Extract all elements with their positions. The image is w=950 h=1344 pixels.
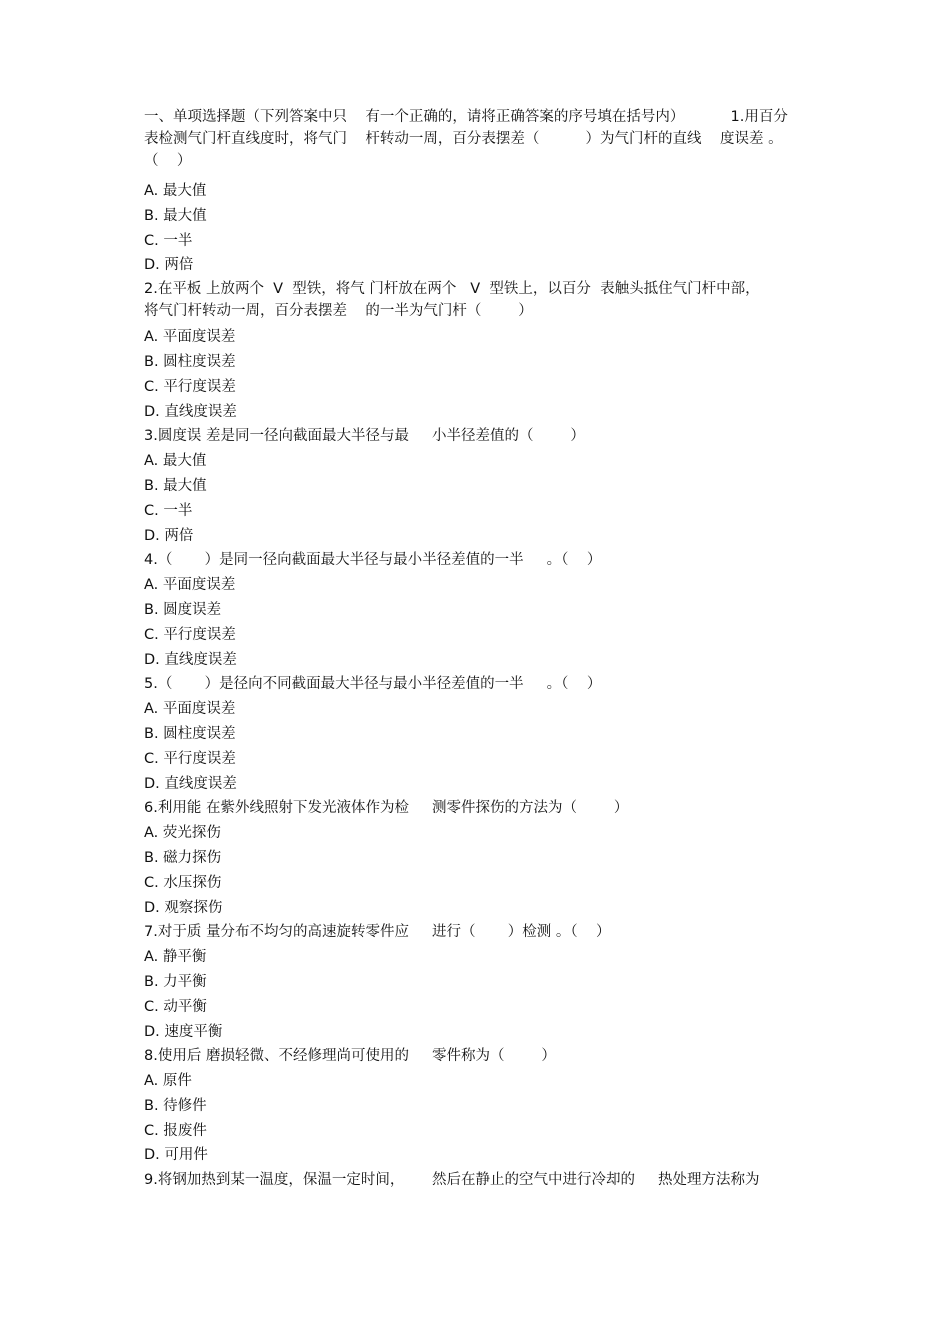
option-a: A. 平面度误差 (144, 701, 236, 718)
option-c: C. 一半 (144, 502, 193, 519)
intro-line-3: （ ） (144, 153, 192, 169)
question-4-options (144, 573, 824, 672)
option-b: B. 最大值 (144, 477, 207, 494)
option-a: A. 平面度误差 (144, 329, 236, 346)
option-c: C. 平行度误差 (144, 750, 236, 767)
option-b: B. 磁力探伤 (144, 849, 222, 866)
question-2-line-2: 将气门杆转动一周，百分表摆差 的一半为气门杆（ ） (144, 303, 533, 320)
option-b: B. 圆度误差 (144, 601, 222, 618)
option-c: C. 一半 (144, 232, 193, 249)
question-1-options (144, 179, 824, 278)
question-2-line-1: 2.在平板 上放两个 V 型铁，将气 门杆放在两个 V 型铁上，以百分 表触头抵住气门杆中部， (144, 281, 760, 298)
question-3-options (144, 449, 824, 548)
option-b: B. 圆柱度误差 (144, 353, 236, 370)
option-b: B. 待修件 (144, 1097, 207, 1114)
question-8: 8.使用后 磨损轻微、不经修理尚可使用的 零件称为（ ） (144, 1048, 556, 1065)
option-c: C. 平行度误差 (144, 378, 236, 395)
question-8-options (144, 1069, 824, 1168)
question-2-options (144, 325, 824, 424)
question-4: 4.（ ）是同一径向截面最大半径与最小半径差值的一半 。（ ） (144, 552, 602, 569)
option-b: B. 圆柱度误差 (144, 725, 236, 742)
question-7: 7.对于质 量分布不均匀的高速旋转零件应 进行（ ）检测 。（ ） (144, 924, 611, 941)
option-d: D. 直线度误差 (144, 775, 237, 792)
option-d: D. 速度平衡 (144, 1023, 223, 1040)
option-d: D. 可用件 (144, 1147, 208, 1164)
intro-line-1: 一、单项选择题（下列答案中只 有一个正确的，请将正确答案的序号填在括号内） 1.用百分 (144, 109, 788, 125)
question-6-options (144, 821, 824, 920)
section-heading (144, 106, 824, 172)
option-c: C. 动平衡 (144, 998, 207, 1015)
option-d: D. 直线度误差 (144, 651, 237, 668)
question-7-options (144, 945, 824, 1044)
question-5-options (144, 697, 824, 796)
option-a: A. 最大值 (144, 453, 207, 470)
option-c: C. 水压探伤 (144, 874, 222, 891)
option-c: C. 报废件 (144, 1122, 207, 1139)
option-d: D. 两倍 (144, 257, 194, 274)
option-a: A. 平面度误差 (144, 577, 236, 594)
exam-content (144, 106, 824, 1193)
option-a: A. 静平衡 (144, 949, 207, 966)
option-a: A. 原件 (144, 1073, 192, 1090)
intro-line-2: 表检测气门杆直线度时，将气门 杆转动一周，百分表摆差（ ）为气门杆的直线 度误差 。 (144, 131, 783, 147)
option-b: B. 力平衡 (144, 973, 207, 990)
option-a: A. 荧光探伤 (144, 825, 221, 842)
option-b: B. 最大值 (144, 207, 207, 224)
question-2 (144, 278, 824, 322)
option-d: D. 观察探伤 (144, 899, 223, 916)
option-d: D. 两倍 (144, 527, 194, 544)
question-9: 9.将钢加热到某一温度，保温一定时间， 然后在静止的空气中进行冷却的 热处理方法称为 (144, 1172, 760, 1189)
option-d: D. 直线度误差 (144, 403, 237, 420)
option-a: A. 最大值 (144, 183, 207, 199)
question-6: 6.利用能 在紫外线照射下发光液体作为检 测零件探伤的方法为（ ） (144, 800, 629, 817)
question-3: 3.圆度误 差是同一径向截面最大半径与最 小半径差值的（ ） (144, 428, 585, 445)
question-5: 5.（ ）是径向不同截面最大半径与最小半径差值的一半 。（ ） (144, 676, 602, 693)
option-c: C. 平行度误差 (144, 626, 236, 643)
